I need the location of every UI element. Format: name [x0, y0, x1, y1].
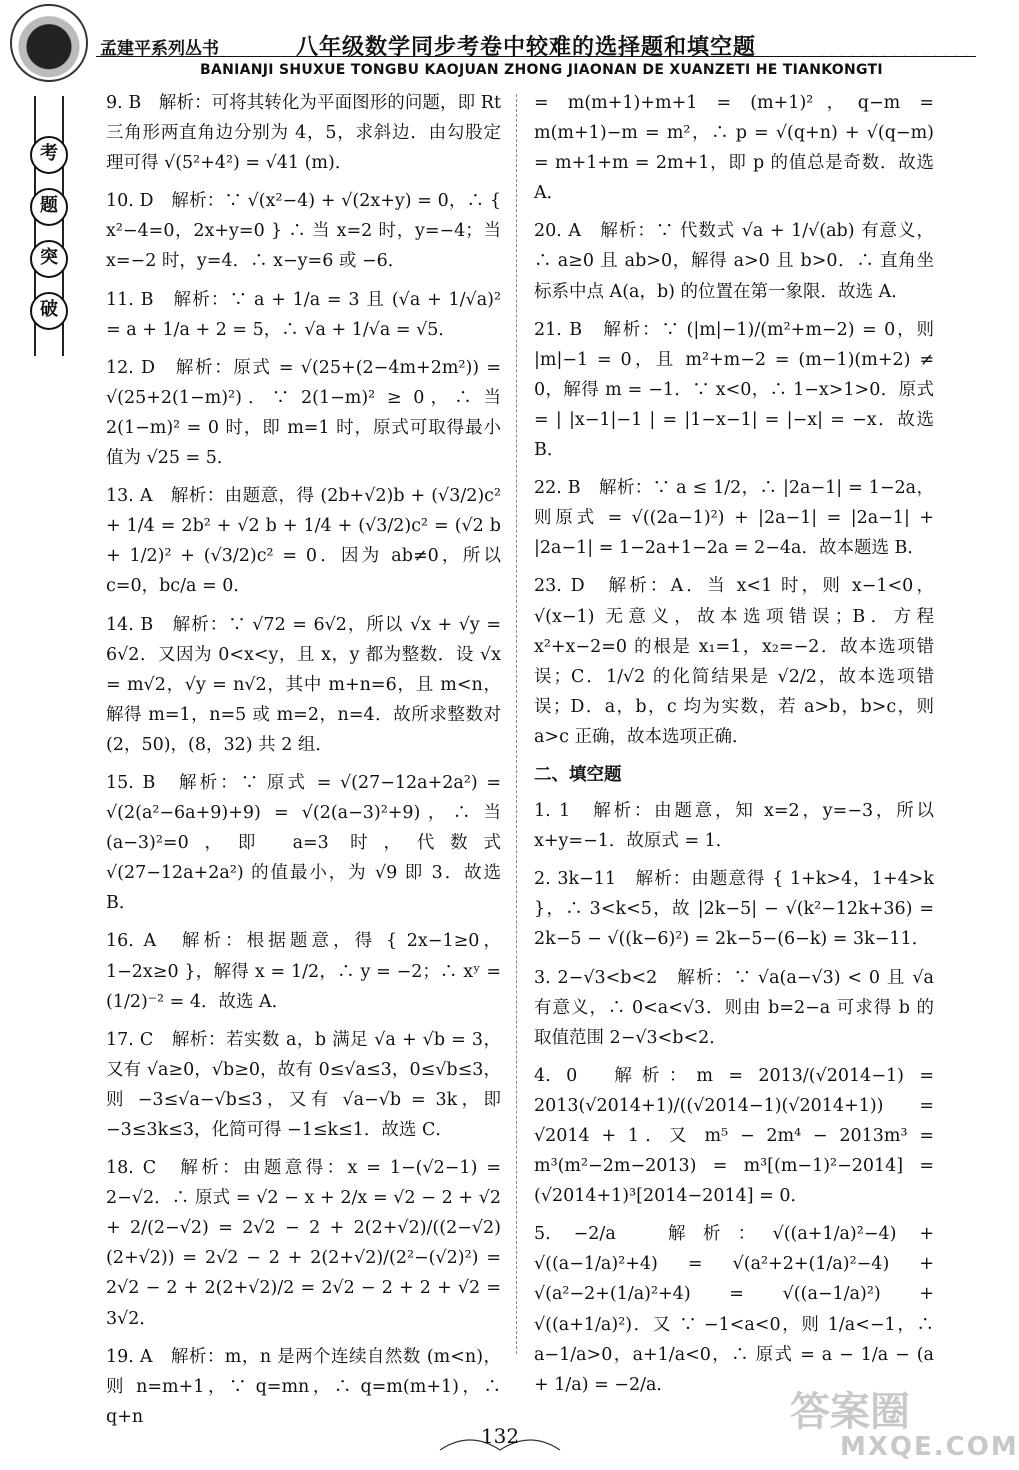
left-column [106, 88, 501, 1440]
answer-item-9: 9. B 解析：可将其转化为平面图形的问题，即 Rt 三角形两直角边分别为 4，5，求斜边．由勾股定理可得 √(5²+4²) = √41 (m)． [106, 93, 501, 174]
answer-item-16: 16. A 解析：根据题意，得 { 2x−1≥0，1−2x≥0 }，解得 x = 1/2，∴ y = −2；∴ xʸ = (1/2)⁻² = 4．故选 A． [106, 931, 501, 1012]
fill-item-1: 1. 1 解析：由题意，知 x=2，y=−3，所以 x+y=−1．故原式 = 1． [534, 801, 934, 852]
sidebar-badge: 突 [30, 240, 68, 278]
sidebar-badge: 题 [30, 188, 68, 226]
answer-item-22: 22. B 解析：∵ a ≤ 1/2，∴ |2a−1| = 1−2a，则原式 = √((2a−1)²) + |2a−1| = |2a−1| + |2a−1| = 1−2a+1−2a = 2−4a．故本题选 B． [534, 478, 934, 559]
column-divider [516, 94, 517, 1354]
watermark-logo: 答案圈 [790, 1389, 910, 1435]
section-heading-fill-in: 二、填空题 [534, 764, 622, 785]
answer-item-21: 21. B 解析：∵ (|m|−1)/(m²+m−2) = 0，则 |m|−1 = 0，且 m²+m−2 = (m−1)(m+2) ≠ 0，解得 m = −1．∵ x<0，∴ 1−x>1>0．原式 = | |x−1|−1 | = |1−x−1| = |−x| = −x．故选 B． [534, 319, 934, 461]
fill-item-4: 4. 0 解析：m = 2013/(√2014−1) = 2013(√2014+1)/((√2014−1)(√2014+1)) = √2014 + 1．又 m⁵ − 2m⁴ − 2013m³ = m³(m²−2m−2013) = m³[(m−1)²−2014] = (√2014+1)³[2014−2014] = 0． [534, 1065, 934, 1207]
sidebar-ribbon [34, 96, 64, 356]
fill-item-3: 3. 2−√3<b<2 解析：∵ √a(a−√3) < 0 且 √a 有意义，∴ 0<a<√3．则由 b=2−a 可求得 b 的取值范围 2−√3<b<2． [534, 967, 934, 1048]
answer-item-19-cont: = m(m+1)+m+1 = (m+1)²，q−m = m(m+1)−m = m²，∴ p = √(q+n) + √(q−m) = m+1+m = 2m+1，即 p 的值总是奇数．故选 A． [534, 93, 934, 204]
page-header [0, 0, 1000, 92]
watermark-url: MXQE.COM [840, 1432, 1019, 1462]
book-title: 八年级数学同步考卷中较难的选择题和填空题 [296, 34, 757, 60]
series-name: 孟建平系列丛书 [100, 39, 219, 59]
answer-item-11: 11. B 解析：∵ a + 1/a = 3 且 (√a + 1/√a)² = a + 1/a + 2 = 5，∴ √a + 1/√a = √5． [106, 289, 501, 340]
header-dots: · · · · · · · · · · · · · · · [820, 52, 971, 63]
answer-item-19: 19. A 解析：m，n 是两个连续自然数 (m<n)，则 n=m+1，∵ q=mn，∴ q=m(m+1)，∴ q+n [106, 1346, 501, 1427]
book-title-pinyin: BANIANJI SHUXUE TONGBU KAOJUAN ZHONG JIAONAN DE XUANZETI HE TIANKONGTI [200, 62, 883, 78]
answer-item-23: 23. D 解析：A．当 x<1 时，则 x−1<0，√(x−1) 无意义，故本选项错误；B．方程 x²+x−2=0 的根是 x₁=1，x₂=−2．故本选项错误；C．1/√2 的化简结果是 √2/2，故本选项错误；D．a，b，c 均为实数，若 a>b，b>c，则 a>c 正确，故本选项正确． [534, 576, 934, 747]
sidebar-badge: 考 [30, 136, 68, 174]
sidebar-badge: 破 [30, 292, 68, 330]
fill-item-5: 5. −2/a 解析：√((a+1/a)²−4) + √((a−1/a)²+4) = √(a²+2+(1/a)²−4) + √(a²−2+(1/a)²+4) = √((a−1/a)²) + √((a+1/a)²)．又 ∵ −1<a<0，则 1/a<−1，∴ a−1/a>0，a+1/a<0，∴ 原式 = a − 1/a − (a + 1/a) = −2/a． [534, 1224, 934, 1395]
answer-item-13: 13. A 解析：由题意，得 (2b+√2)b + (√3/2)c² + 1/4 = 2b² + √2 b + 1/4 + (√3/2)c² = (√2 b + 1/2)² + (√3/2)c² = 0．因为 ab≠0，所以 c=0，bc/a = 0． [106, 486, 501, 597]
answer-item-17: 17. C 解析：若实数 a，b 满足 √a + √b = 3，又有 √a≥0，√b≥0，故有 0≤√a≤3，0≤√b≤3，则 −3≤√a−√b≤3，又有 √a−√b = 3k，即 −3≤3k≤3，化简可得 −1≤k≤1．故选 C． [106, 1029, 501, 1140]
right-column [534, 88, 934, 1408]
answer-item-15: 15. B 解析：∵ 原式 = √(27−12a+2a²) = √(2(a²−6a+9)+9) = √(2(a−3)²+9)，∴ 当 (a−3)²=0，即 a=3 时，代数式 √(27−12a+2a²) 的值最小，为 √9 即 3．故选 B． [106, 772, 501, 914]
answer-item-10: 10. D 解析：∵ √(x²−4) + √(2x+y) = 0，∴ { x²−4=0，2x+y=0 } ∴ 当 x=2 时，y=−4；当 x=−2 时，y=4．∴ x−y=6 或 −6． [106, 191, 501, 272]
answer-item-14: 14. B 解析：∵ √72 = 6√2，所以 √x + √y = 6√2．又因为 0<x<y，且 x，y 都为整数．设 √x = m√2，√y = n√2，其中 m+n=6，且 m<n，解得 m=1，n=5 或 m=2，n=4．故所求整数对 (2，50)，(8，32) 共 2 组． [106, 614, 501, 755]
answer-item-18: 18. C 解析：由题意得：x = 1−(√2−1) = 2−√2．∴ 原式 = √2 − x + 2/x = √2 − 2 + √2 + 2/(2−√2) = 2√2 − 2 + 2(2+√2)/((2−√2)(2+√2)) = 2√2 − 2 + 2(2+√2)/(2²−(√2)²) = 2√2 − 2 + 2(2+√2)/2 = 2√2 − 2 + 2 + √2 = 3√2． [106, 1158, 501, 1329]
series-logo-icon [10, 4, 88, 82]
answer-item-20: 20. A 解析：∵ 代数式 √a + 1/√(ab) 有意义，∴ a≥0 且 ab>0，解得 a>0 且 b>0．∴ 直角坐标系中点 A(a，b) 的位置在第一象限．故选 A． [534, 221, 934, 302]
fill-item-2: 2. 3k−11 解析：由题意得 { 1+k>4，1+4>k }，∴ 3<k<5，故 |2k−5| − √(k²−12k+36) = 2k−5 − √((k−6)²) = 2k−5−(6−k) = 3k−11． [534, 869, 934, 950]
page-number: 132 [480, 1424, 520, 1448]
answer-item-12: 12. D 解析：原式 = √(25+(2−4m+2m²)) = √(25+2(1−m)²)．∵ 2(1−m)² ≥ 0，∴ 当 2(1−m)² = 0 时，即 m=1 时，原式可取得最小值为 √25 = 5． [106, 357, 501, 469]
